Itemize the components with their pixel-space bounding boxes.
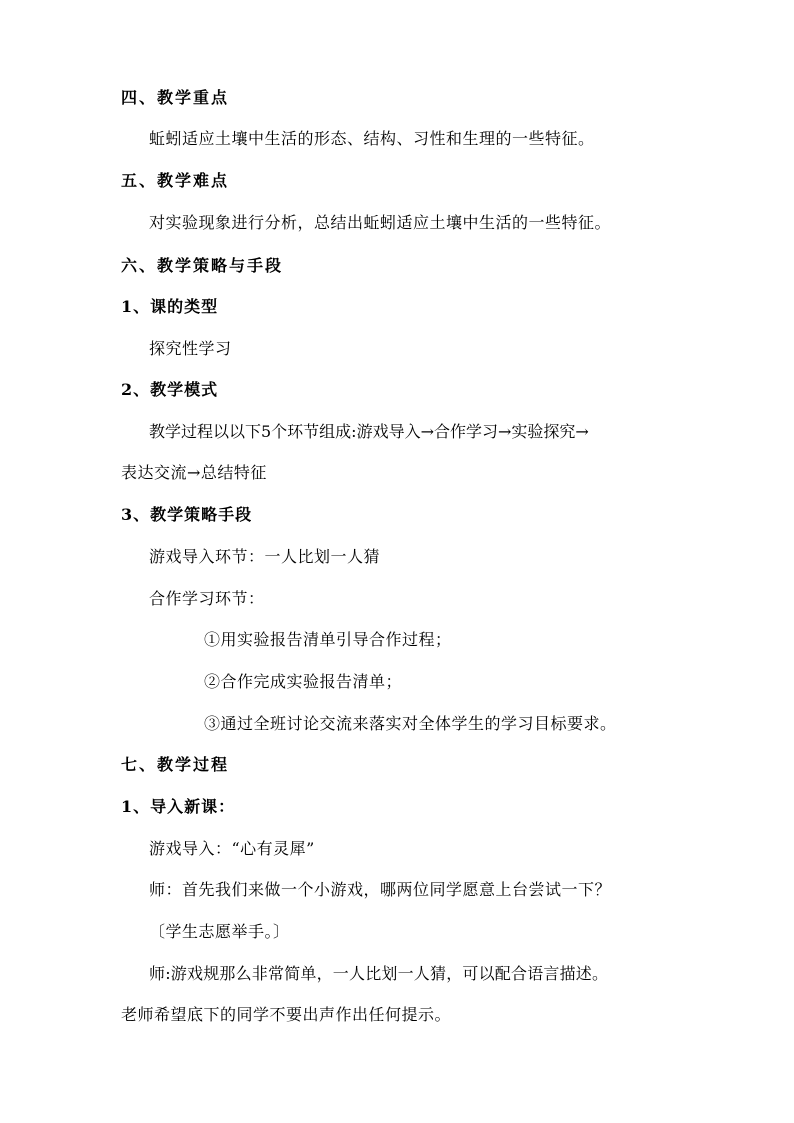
section-6-title: 六、教学策略与手段	[121, 256, 284, 275]
section-6-3-item-3: ③通过全班讨论交流来落实对全体学生的学习目标要求。	[204, 714, 617, 733]
section-6-2-title: 2、教学模式	[121, 380, 219, 399]
section-7-1-teacher-2-line2: 老师希望底下的同学不要出声作出任何提示。	[121, 1005, 452, 1024]
section-4-title: 四、教学重点	[121, 88, 230, 107]
section-7-1-teacher-1: 师：首先我们来做一个小游戏，哪两位同学愿意上台尝试一下？	[149, 880, 612, 899]
section-4-body: 蚯蚓适应土壤中生活的形态、结构、习性和生理的一些特征。	[149, 129, 595, 148]
section-7-1-game: 游戏导入：“心有灵犀”	[149, 839, 315, 858]
section-6-1-title: 1、课的类型	[121, 297, 219, 316]
section-5-title: 五、教学难点	[121, 171, 230, 190]
section-6-3-game: 游戏导入环节：一人比划一人猜	[149, 547, 381, 566]
section-7-1-title: 1、导入新课：	[121, 797, 236, 816]
section-6-3-title: 3、教学策略手段	[121, 505, 253, 524]
section-5-body: 对实验现象进行分析，总结出蚯蚓适应土壤中生活的一些特征。	[149, 213, 612, 232]
section-6-3-item-2: ②合作完成实验报告清单；	[204, 672, 403, 691]
section-6-3-coop: 合作学习环节：	[149, 589, 265, 608]
section-6-1-body: 探究性学习	[149, 339, 232, 358]
section-7-1-teacher-2-line1: 师:游戏规那么非常简单，一人比划一人猜，可以配合语言描述。	[149, 964, 609, 983]
section-7-title: 七、教学过程	[121, 755, 230, 774]
section-6-2-body-line1: 教学过程以以下5个环节组成:游戏导入→合作学习→实验探究→	[149, 422, 589, 441]
section-6-2-body-line2: 表达交流→总结特征	[121, 463, 267, 482]
section-7-1-students: 〔学生志愿举手。〕	[149, 922, 290, 941]
section-6-3-item-1: ①用实验报告清单引导合作过程；	[204, 630, 452, 649]
